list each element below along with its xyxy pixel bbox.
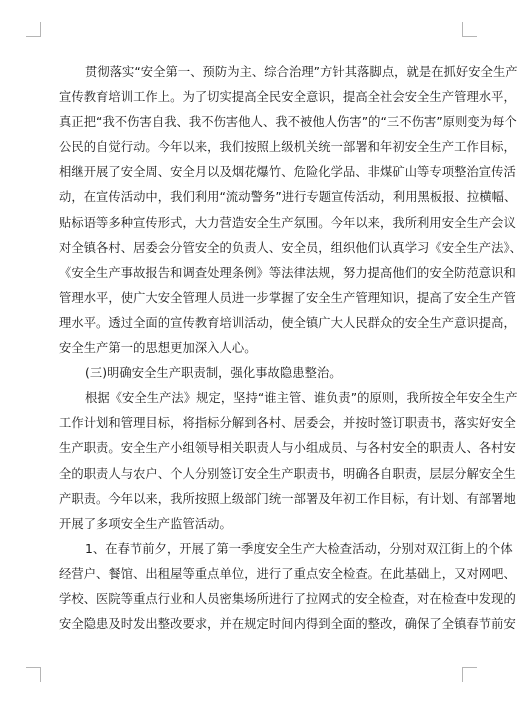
text-line: 对全镇各村、居委会分管安全的负责人、安全员，组织他们认真学习《安全生产法》、 [59,240,522,255]
text-line: 根据《安全生产法》规定，坚持“谁主管、谁负责”的原则，我所按全年安全生产 [85,391,518,406]
text-line: 安全隐患及时发出整改要求，并在规定时间内得到全面的整改，确保了全镇春节前安 [59,617,516,632]
text-line: 生产职责。安全生产小组领导相关职责人与小组成员、与各村安全的职责人、各村安 [59,441,516,456]
text-line: 《安全生产事故报告和调查处理条例》等法律法规，努力提高他们的安全防范意识和 [59,265,516,280]
text-line: 动，在宣传活动中，我们利用“流动警务”进行专题宣传活动，利用黑板报、拉横幅、 [59,190,517,205]
text-line: 真正把“我不伤害自我、我不伤害他人、我不被他人伤害”的“三不伤害”原则变为每个 [59,115,517,130]
text-line: 管理水平，使广大安全管理人员进一步掌握了安全生产管理知识，提高了安全生产管 [59,290,516,305]
text-line: 全的职责人与农户、个人分别签订安全生产职责书，明确各自职责，层层分解安全生 [59,466,516,481]
section-heading-text: (三)明确安全生产职责制，强化事故隐患整治。 [85,366,342,381]
text-line: 开展了多项安全生产监管活动。 [59,516,232,531]
text-line: 工作计划和管理目标，将指标分解到各村、居委会，并按时签订职责书，落实好安全 [59,416,516,431]
paragraph-spring-inspection [59,537,516,637]
page-corner-mark-top-right [462,22,477,37]
paragraph-responsibility [59,386,518,537]
text-line: 理水平。透过全面的宣传教育培训活动，使全镇广大人民群众的安全生产意识提高， [59,315,516,330]
text-line: 相继开展了安全周、安全月以及烟花爆竹、危险化学品、非煤矿山等专项整治宣传活 [59,165,516,180]
page-corner-mark-bottom-left [26,667,41,682]
text-line: 公民的自觉行动。今年以来，我们按照上级机关统一部署和年初安全生产工作目标， [59,140,516,155]
text-line: 安全生产第一的思想更加深入人心。 [59,341,257,356]
page-corner-mark-bottom-right [462,667,477,682]
page-corner-mark-top-left [26,22,41,37]
paragraph-publicity-education [59,60,522,361]
section-heading [59,361,441,386]
text-line: 经营户、餐馆、出租屋等重点单位，进行了重点安全检查。在此基础上，又对网吧、 [59,566,516,581]
text-line: 1、在春节前夕，开展了第一季度安全生产大检查活动，分别对双江街上的个体 [85,541,513,556]
text-line: 产职责。今年以来，我所按照上级部门统一部署及年初工作目标，有计划、有部署地 [59,491,516,506]
text-line: 贴标语等多种宣传形式，大力营造安全生产氛围。今年以来，我所利用安全生产会议 [59,215,516,230]
text-line: 宣传教育培训工作上。为了切实提高全民安全意识，提高全社会安全生产管理水平， [59,90,516,105]
text-line: 学校、医院等重点行业和人员密集场所进行了拉网式的安全检查，对在检查中发现的 [59,591,516,606]
document-body [59,60,522,637]
text-line: 贯彻落实“安全第一、预防为主、综合治理”方针其落脚点，就是在抓好安全生产 [85,65,518,79]
